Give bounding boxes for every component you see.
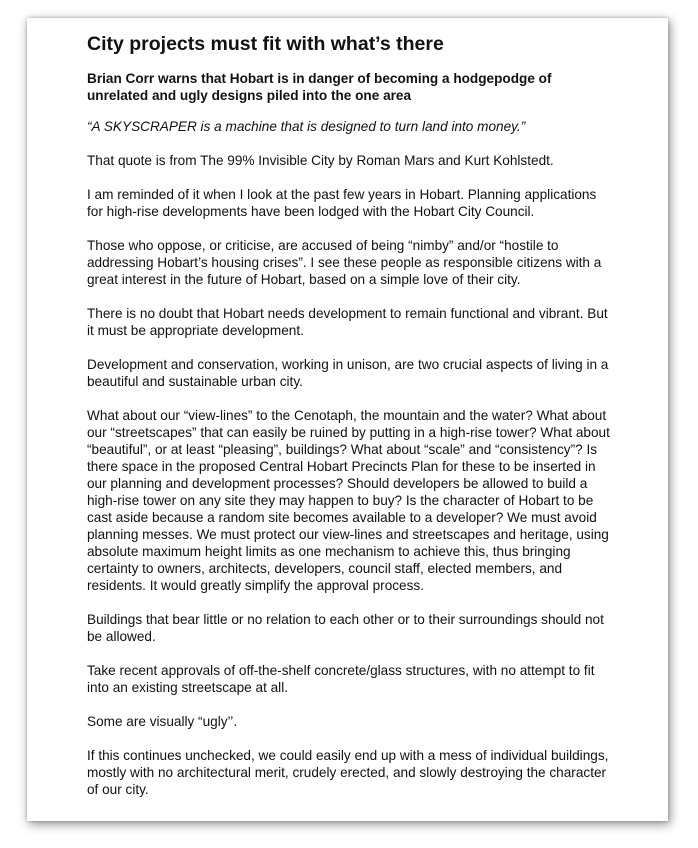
document-page <box>27 18 668 821</box>
paragraph-10: If this continues unchecked, we could easily end up with a mess of individual buildings, mostly with no architectural merit, crudely erected, and slowly destroying the character of our city. <box>87 748 609 797</box>
paragraph-1: That quote is from The 99% Invisible City by Roman Mars and Kurt Kohlstedt. <box>87 153 554 168</box>
article-body <box>87 32 615 815</box>
paragraph-4: There is no doubt that Hobart needs development to remain functional and vibrant. But it must be appropriate development. <box>87 306 608 338</box>
paragraph-5: Development and conservation, working in unison, are two crucial aspects of living in a beautiful and sustainable urban city. <box>87 357 609 389</box>
paragraph-3: Those who oppose, or criticise, are accused of being “nimby” and/or “hostile to addressing Hobart’s housing crises”. I see these people as responsible citizens with a great interest in the future of Hobart, based on a simple love of their city. <box>87 238 602 287</box>
paragraph-8: Take recent approvals of off-the-shelf concrete/glass structures, with no attempt to fit into an existing streetscape at all. <box>87 663 595 695</box>
paragraph-9: Some are visually “ugly’’. <box>87 714 238 729</box>
paragraph-7: Buildings that bear little or no relation to each other or to their surroundings should not be allowed. <box>87 612 604 644</box>
opening-quote: “A SKYSCRAPER is a machine that is designed to turn land into money.” <box>87 119 526 134</box>
article-standfirst: Brian Corr warns that Hobart is in danger of becoming a hodgepodge of unrelated and ugly designs piled into the one area <box>87 71 552 103</box>
paragraph-6: What about our “view-lines” to the Cenotaph, the mountain and the water? What about our “streetscapes” that can easily be ruined by putting in a high-rise tower? What about “beautiful”, or at least “pleasing”, buildings? What about “scale” and “consistency”? Is there space in the proposed Central Hobart Precincts Plan for these to be inserted in our planning and development processes? Should developers be allowed to build a high-rise tower on any site they may happen to buy? Is the character of Hobart to be cast aside because a random site becomes available to a developer? We must avoid planning messes. We must protect our view-lines and streetscapes and heritage, using absolute maximum height limits as one mechanism to achieve this, thus bringing certainty to owners, architects, developers, council staff, elected members, and residents. It would greatly simplify the approval process. <box>87 408 610 593</box>
article-title: City projects must fit with what’s there <box>87 33 444 55</box>
paragraph-2: I am reminded of it when I look at the past few years in Hobart. Planning applications for high-rise developments have been lodged with the Hobart City Council. <box>87 187 597 219</box>
